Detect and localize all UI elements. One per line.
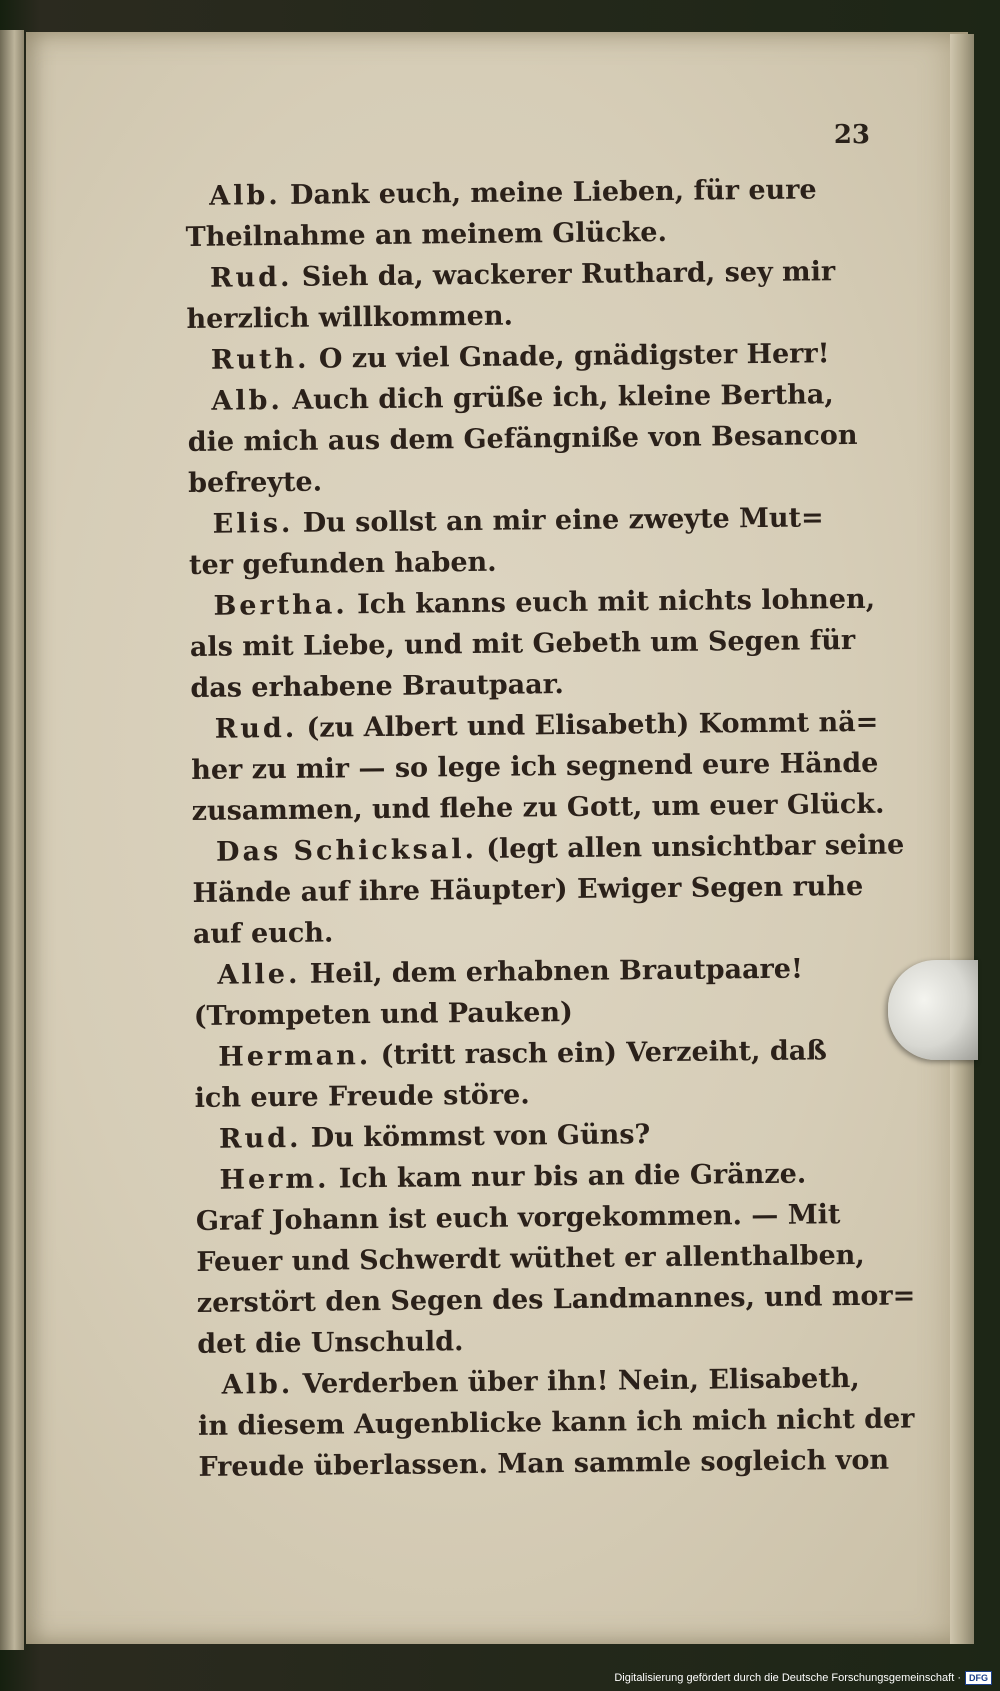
text-line (192, 825, 905, 873)
text-line (187, 374, 877, 422)
text-line (189, 538, 879, 586)
line-text: zerstört den Segen des Landmannes, und mor= (196, 1280, 916, 1319)
line-text: das erhabene Brautpaar. (190, 669, 564, 704)
text-line (195, 1112, 885, 1160)
speaker-name: Rud. (214, 712, 298, 745)
line-text: (zu Albert und Elisabeth) Kommt nä= (296, 706, 879, 744)
speaker-name: Das Schicksal. (215, 833, 478, 868)
text-line (197, 1317, 887, 1365)
text-line (190, 661, 880, 709)
line-text: her zu mir — so lege ich segnend eure Hände (191, 747, 879, 786)
line-text: Du sollst an mir eine zweyte Mut= (293, 502, 824, 539)
line-text: als mit Liebe, und mit Gebeth um Segen für (189, 625, 856, 663)
line-text: zusammen, und flehe zu Gott, um euer Glück. (191, 788, 885, 827)
text-line (186, 292, 876, 340)
text-line (193, 907, 883, 955)
line-text: Sieh da, wackerer Ruthard, sey mir (292, 256, 836, 293)
book-left-edge (0, 30, 24, 1650)
book-page-edge (950, 34, 974, 1644)
line-text: Hände auf ihre Häupter) Ewiger Segen ruhe (192, 870, 864, 909)
text-line (188, 456, 878, 504)
speaker-name: Rud. (218, 1122, 302, 1155)
line-text: Theilnahme an meinem Glücke. (185, 216, 668, 253)
line-text: (Trompeten und Pauken) (193, 996, 573, 1032)
line-text: Graf Johann ist euch vorgekommen. — Mit (195, 1199, 841, 1237)
thumb-tab (888, 960, 978, 1060)
text-line (196, 1276, 916, 1324)
text-line (187, 333, 877, 381)
line-text: ich eure Freude störe. (194, 1079, 530, 1114)
line-text: Ich kanns euch mit nichts lohnen, (347, 583, 876, 621)
speaker-name: Elis. (212, 507, 294, 540)
text-line (193, 948, 883, 996)
text-line (196, 1235, 886, 1283)
line-text: Verderben über ihn! Nein, Elisabeth, (292, 1363, 860, 1400)
line-text: auf euch. (192, 917, 334, 950)
text-line (194, 1071, 884, 1119)
line-text: ter gefunden haben. (188, 546, 497, 581)
text-line (185, 169, 875, 217)
speaker-name: Bertha. (213, 589, 348, 622)
speaker-name: Alb. (211, 384, 284, 417)
line-text: Du kömmst von Güns? (301, 1119, 651, 1154)
line-text: (tritt rasch ein) Verzeiht, daß (371, 1035, 827, 1072)
text-line (197, 1358, 887, 1406)
line-text: in diesem Augenblicke kann ich mich nicht der (197, 1403, 915, 1442)
line-text: Auch dich grüße ich, kleine Bertha, (282, 379, 834, 416)
speaker-name: Herm. (219, 1163, 330, 1196)
line-text: Heil, dem erhabnen Brautpaare! (300, 953, 804, 990)
text-line (186, 251, 876, 299)
speaker-name: Alb. (221, 1368, 294, 1401)
line-text: Freude überlassen. Man sammle sogleich von (198, 1444, 890, 1483)
speaker-name: Alle. (217, 958, 301, 991)
line-text: O zu viel Gnade, gnädigster Herr! (309, 338, 830, 375)
credit-text: Digitalisierung gefördert durch die Deutsche Forschungsgemeinschaft · (614, 1672, 961, 1684)
text-line (192, 866, 882, 914)
text-line (191, 784, 885, 832)
line-text: Ich kam nur bis an die Gränze. (329, 1158, 807, 1195)
text-line (194, 989, 884, 1037)
speaker-name: Ruth. (210, 343, 310, 376)
speaker-name: Alb. (209, 179, 281, 212)
speaker-name: Herman. (218, 1040, 372, 1073)
text-line (191, 702, 881, 750)
text-line (188, 415, 878, 463)
dfg-logo: DFG (965, 1671, 992, 1685)
line-text: det die Unschuld. (197, 1326, 464, 1360)
line-text: Feuer und Schwerdt wüthet er allenthalben, (196, 1239, 865, 1278)
text-line (189, 579, 879, 627)
text-line (190, 620, 880, 668)
digitization-credit (614, 1669, 992, 1687)
text-line (191, 743, 881, 791)
text-line (194, 1030, 884, 1078)
speaker-name: Rud. (209, 261, 293, 294)
text-line (188, 497, 878, 545)
line-text: (legt allen unsichtbar seine (476, 829, 905, 865)
text-line (198, 1440, 888, 1488)
page-text (185, 169, 916, 1488)
text-line (195, 1153, 885, 1201)
line-text: Dank euch, meine Lieben, für eure (280, 174, 817, 211)
text-line (185, 210, 875, 258)
line-text: die mich aus dem Gefängniße von Besancon (187, 419, 858, 458)
line-text: herzlich willkommen. (186, 300, 514, 335)
text-line (197, 1399, 915, 1447)
text-line (196, 1194, 886, 1242)
line-text: befreyte. (188, 466, 323, 499)
page-number: 23 (833, 120, 870, 150)
